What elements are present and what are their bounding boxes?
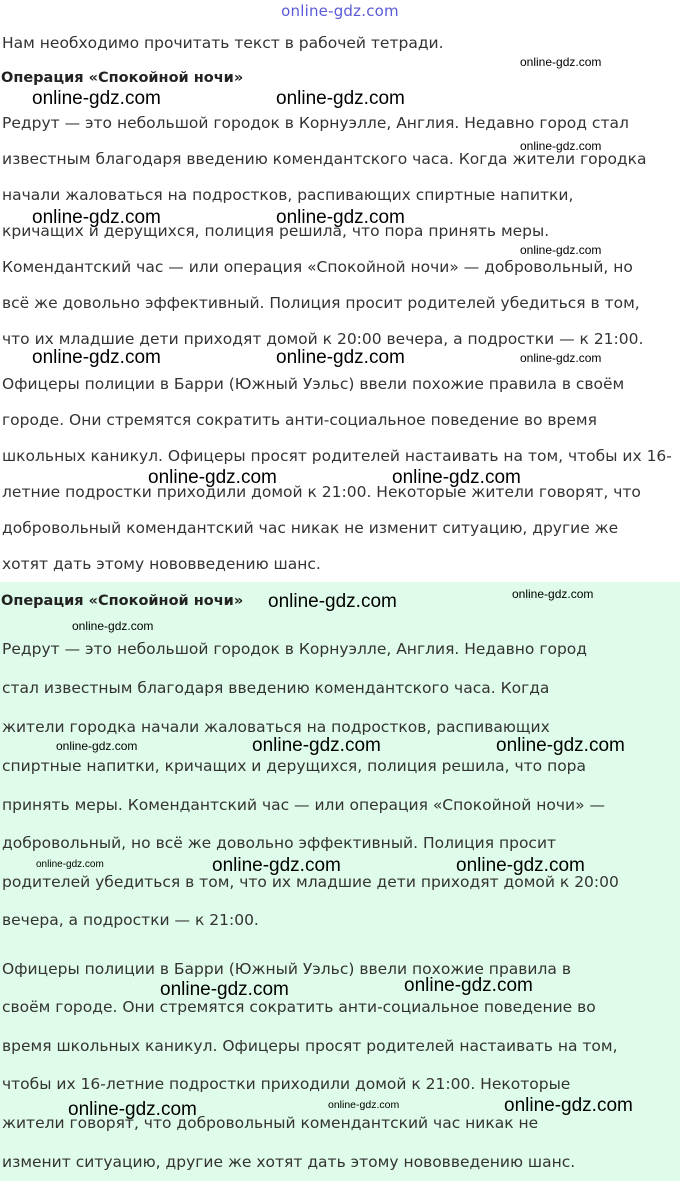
- watermark: online-gdz.com: [392, 467, 521, 488]
- section2-line: жители говорят, что добровольный комендантский час никак не: [2, 1114, 539, 1132]
- section1-line: всё же довольно эффективный. Полиция просит родителей убедиться в том,: [2, 294, 640, 312]
- section1-line: что их младшие дети приходят домой к 20:00 вечера, а подростки — к 21:00.: [2, 330, 644, 348]
- watermark: online-gdz.com: [496, 735, 625, 756]
- watermark: online-gdz.com: [520, 243, 602, 257]
- section1-line: хотят дать этому нововведению шанс.: [2, 555, 321, 573]
- section2-line: своём городе. Они стремятся сократить анти-социальное поведение во: [2, 998, 596, 1016]
- watermark: online-gdz.com: [276, 347, 405, 368]
- section1-line: добровольный комендантский час никак не изменит ситуацию, другие же: [2, 519, 619, 537]
- section1-line: известным благодаря введению комендантского часа. Когда жители городка: [2, 150, 647, 168]
- watermark: online-gdz.com: [32, 207, 161, 228]
- watermark: online-gdz.com: [456, 855, 585, 876]
- watermark: online-gdz.com: [276, 88, 405, 109]
- section1-title: Операция «Спокойной ночи»: [1, 70, 244, 86]
- section2-line: родителей убедиться в том, что их младшие дети приходят домой к 20:00: [2, 873, 619, 891]
- watermark: online-gdz.com: [512, 587, 594, 601]
- watermark: online-gdz.com: [32, 347, 161, 368]
- section1-line: летние подростки приходили домой к 21:00. Некоторые жители говорят, что: [2, 483, 641, 501]
- watermark: online-gdz.com: [328, 1099, 400, 1111]
- watermark: online-gdz.com: [68, 1099, 197, 1120]
- section1-line: школьных каникул. Офицеры просят родителей настаивать на том, чтобы их 16-: [2, 447, 672, 465]
- watermark: online-gdz.com: [520, 139, 602, 153]
- section2-line: Редрут — это небольшой городок в Корнуэлле, Англия. Недавно город: [2, 640, 587, 658]
- watermark: online-gdz.com: [160, 979, 289, 1000]
- watermark: online-gdz.com: [520, 55, 602, 69]
- section2-line: добровольный, но всё же довольно эффективный. Полиция просит: [2, 834, 557, 852]
- section1-line: кричащих и дерущихся, полиция решила, что пора принять меры.: [2, 222, 550, 240]
- watermark: online-gdz.com: [504, 1095, 633, 1116]
- site-watermark-top: online-gdz.com: [281, 2, 399, 20]
- section2-line: изменит ситуацию, другие же хотят дать этому нововведению шанс.: [2, 1153, 576, 1171]
- section1-line: Комендантский час — или операция «Спокойной ночи» — добровольный, но: [2, 258, 633, 276]
- intro-text: Нам необходимо прочитать текст в рабочей тетради.: [2, 34, 444, 52]
- section2-line: Офицеры полиции в Барри (Южный Уэльс) ввели похожие правила в: [2, 960, 571, 978]
- section2-line: вечера, а подростки — к 21:00.: [2, 911, 259, 929]
- section2-line: время школьных каникул. Офицеры просят родителей настаивать на том,: [2, 1037, 618, 1055]
- section1-line: городе. Они стремятся сократить анти-социальное поведение во время: [2, 411, 597, 429]
- watermark: online-gdz.com: [148, 467, 277, 488]
- section1-line: Офицеры полиции в Барри (Южный Уэльс) ввели похожие правила в своём: [2, 375, 625, 393]
- watermark: online-gdz.com: [252, 735, 381, 756]
- section1-line: начали жаловаться на подростков, распивающих спиртные напитки,: [2, 186, 574, 204]
- watermark: online-gdz.com: [72, 619, 154, 633]
- section1-line: Редрут — это небольшой городок в Корнуэлле, Англия. Недавно город стал: [2, 114, 629, 132]
- section2-line: принять меры. Комендантский час — или операция «Спокойной ночи» —: [2, 796, 606, 814]
- section2-line: стал известным благодаря введению комендантского часа. Когда: [2, 679, 550, 697]
- watermark: online-gdz.com: [268, 591, 397, 612]
- section2-title: Операция «Спокойной ночи»: [1, 593, 244, 609]
- watermark: online-gdz.com: [212, 855, 341, 876]
- section2-line: спиртные напитки, кричащих и дерущихся, полиция решила, что пора: [2, 757, 587, 775]
- watermark: online-gdz.com: [36, 859, 104, 870]
- section2-line: жители городка начали жаловаться на подростков, распивающих: [2, 718, 550, 736]
- section2-line: чтобы их 16-летние подростки приходили домой к 21:00. Некоторые: [2, 1075, 571, 1093]
- watermark: online-gdz.com: [276, 207, 405, 228]
- watermark: online-gdz.com: [404, 975, 533, 996]
- watermark: online-gdz.com: [520, 351, 602, 365]
- watermark: online-gdz.com: [32, 88, 161, 109]
- watermark: online-gdz.com: [56, 739, 138, 753]
